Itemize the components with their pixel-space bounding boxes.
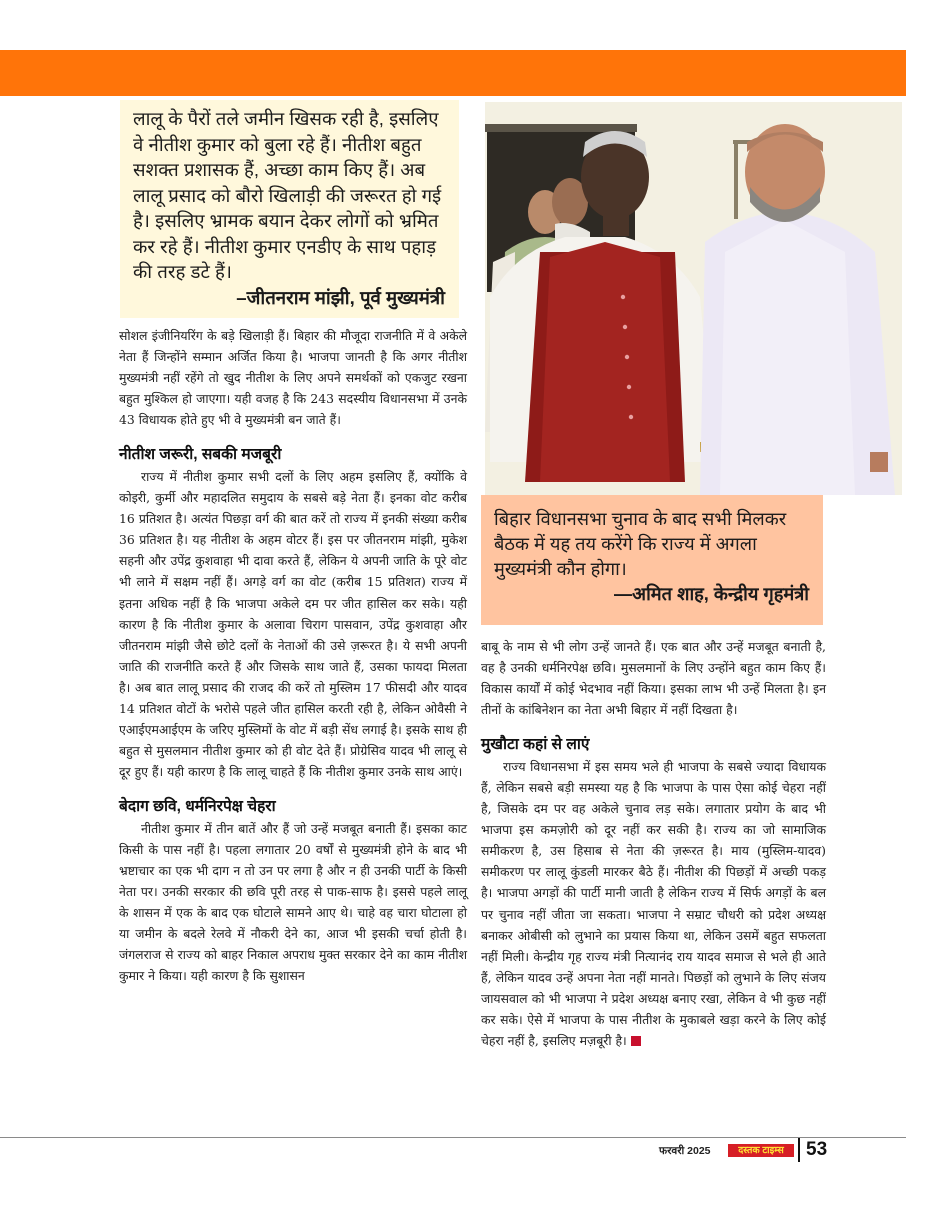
article-paragraph-last [481, 756, 826, 1051]
footer-rule [0, 1137, 906, 1138]
article-paragraph: राज्य में नीतीश कुमार सभी दलों के लिए अहम इसलिए हैं, क्योंकि वे कोइरी, कुर्मी और महादलित समुदाय के सबसे बड़े नेता हैं। इनका वोट करीब 16 प्रतिशत है। अत्यंत पिछड़ा वर्ग की बात करें तो राज्य में इनकी संख्या करीब 36 प्रतिशत है। यह नीतीश के अहम वोटर हैं। इस पर जीतनराम मांझी, मुकेश सहनी और उपेंद्र कुशवाहा भी दावा करते हैं, लेकिन ये अपनी जाति के पूरे वोट भी लाने में सक्षम नहीं हैं। अगड़े वर्ग का वोट (करीब 15 प्रतिशत) राज्य में इतना अधिक नहीं है कि भाजपा अकेले दम पर जीत हासिल कर सके। यही कारण है कि नीतीश कुमार के अलावा चिराग पासवान, उपेंद्र कुशवाहा और जीतनराम मांझी जैसे छोटे दलों के नेताओं की उसे ज़रूरत है। ये सभी अपनी जाति की राजनीति करते हैं और जिसके साथ जाते हैं, उसका फायदा मिलता है। अब बात लालू प्रसाद की राजद की करें तो मुस्लिम 17 फीसदी और यादव 14 प्रतिशत वोटों के भरोसे पहले जीत हासिल करती रही है, लेकिन ओवैसी ने एआईएमआईएम के जरिए मुस्लिमों के वोट में बड़ी सेंध लगाई है। इसके साथ ही बहुत से मुसलमान नीतीश कुमार को ही वोट देते हैं। प्रोग्रेसिव यादव भी लालू से दूर हुए हैं। यही कारण है कि लालू चाहते हैं कि नीतीश कुमार उनके साथ आएं। [119, 469, 467, 779]
header-color-band [0, 50, 906, 96]
article-paragraph-text: राज्य विधानसभा में इस समय भले ही भाजपा के सबसे ज्यादा विधायक हैं, लेकिन सबसे बड़ी समस्या यह है कि भाजपा के पास ऐसा कोई चेहरा नहीं है, जिसके दम पर वह अकेले चुनाव लड़ सके। लगातार प्रयोग के बाद भी भाजपा इस कमज़ोरी को दूर नहीं कर सकी है। राज्य का जो सामाजिक समीकरण है, उस हिसाब से नेता की ज़रूरत है। माय (मुस्लिम-यादव) समीकरण पर लालू कुंडली मारकर बैठे हैं। नीतीश की पिछड़ों में अच्छी पकड़ है। भाजपा अगड़ों की पार्टी मानी जाती है लेकिन राज्य में सिर्फ अगड़ों के बल पर चुनाव नहीं जीता जा सकता। भाजपा ने सम्राट चौधरी को प्रदेश अध्यक्ष बनाकर ओबीसी को लुभाने का प्रयास किया था, लेकिन उसमें बहुत सफलता नहीं मिली। केन्द्रीय गृह राज्य मंत्री नित्यानंद राय यादव समाज से भले ही आते हैं, लेकिन यादव उन्हें अपना नेता नहीं मानते। पिछड़ों को लुभाने के लिए संजय जायसवाल को भी भाजपा ने प्रदेश अध्यक्ष बनाए रखा, लेकिन वे भी कुछ नहीं कर सके। ऐसे में भाजपा के पास नीतीश के मुकाबले खड़ा करने के लिए कोई चेहरा नहीं है, इसलिए मज़बूरी है। [481, 759, 826, 1048]
article-paragraph: नीतीश कुमार में तीन बातें और हैं जो उन्हें मजबूत बनाती हैं। इसका काट किसी के पास नहीं है। पहला लगातार 20 वर्षों से मुख्यमंत्री होने के बाद भी भ्रष्टाचार का एक भी दाग न तो उन पर लगा है और न ही उनकी पार्टी के किसी नेता पर। उनकी सरकार की छवि पूरी तरह से पाक-साफ है। इससे पहले लालू के शासन में एक के बाद एक घोटाले सामने आए थे। चाहे वह चारा घोटाला हो या जमीन के बदले रेलवे में नौकरी देने का, आज भी इसकी चर्चा होती है। जंगलराज से राज्य को बाहर निकाल अपराध मुक्त सरकार देने का काम नीतीश कुमार ने किया। यही कारण है कि सुशासन [119, 820, 467, 984]
article-column-right [481, 636, 826, 1051]
footer-issue-date: फरवरी 2025 [659, 1145, 711, 1157]
footer-divider [798, 1138, 800, 1162]
pull-quote-shah [481, 495, 823, 625]
end-mark-icon [631, 1036, 641, 1046]
pull-quote-manjhi [120, 100, 459, 318]
page-number: 53 [806, 1139, 828, 1160]
photo-jitan-ram-manjhi-amit-shah-icon [485, 102, 902, 495]
magazine-logo: दस्तक टाइम्स [728, 1144, 794, 1157]
article-column-left [119, 325, 467, 986]
pull-quote-text: लालू के पैरों तले जमीन खिसक रही है, इसलिए वे नीतीश कुमार को बुला रहे हैं। नीतीश बहुत सशक्त प्रशासक हैं, अच्छा काम किए हैं। अब लालू प्रसाद को बौरो खिलाड़ी की जरूरत हो गई है। इसलिए भ्रामक बयान देकर लोगों को भ्रमित कर रहे हैं। नीतीश कुमार एनडीए के साथ पहाड़ की तरह डटे हैं। [133, 108, 442, 282]
article-paragraph-intro: सोशल इंजीनियरिंग के बड़े खिलाड़ी हैं। बिहार की मौजूदा राजनीति में वे अकेले नेता हैं जिन्होंने सम्मान अर्जित किया है। भाजपा जानती है कि अगर नीतीश मुख्यमंत्री नहीं रहेंगे तो खुद नीतीश के लिए अपने समर्थकों को एकजुट रखना बहुत मुश्किल हो जाएगा। यही वजह है कि 243 सदस्यीय विधानसभा में उनके 43 विधायक होते हुए भी वे मुख्यमंत्री बन जाते हैं। [119, 328, 467, 428]
pull-quote-attribution: –जीतनराम मांझी, पूर्व मुख्यमंत्री [236, 286, 445, 308]
section-heading: बेदाग छवि, धर्मनिरपेक्ष चेहरा [119, 797, 276, 815]
section-heading: नीतीश जरूरी, सबकी मजबूरी [119, 446, 282, 464]
article-paragraph-continued: बाबू के नाम से भी लोग उन्हें जानते हैं। एक बात और उन्हें मजबूत बनाती है, वह है उनकी धर्मनिरपेक्ष छवि। मुसलमानों के लिए उन्होंने बहुत काम किए हैं। विकास कार्यों में कोई भेदभाव नहीं किया। इसका लाभ भी उन्हें मिलता है। इन तीनों के कांबिनेशन का नेता अभी बिहार में नहीं दिखता है। [481, 639, 826, 718]
pull-quote-attribution: —अमित शाह, केन्द्रीय गृहमंत्री [613, 584, 809, 604]
section-heading: मुखौटा कहां से लाएं [481, 736, 590, 754]
pull-quote-text: बिहार विधानसभा चुनाव के बाद सभी मिलकर बैठक में यह तय करेंगे कि राज्य में अगला मुख्यमंत्री कौन होगा। [494, 509, 787, 579]
photo-manjhi-shah [485, 102, 902, 495]
